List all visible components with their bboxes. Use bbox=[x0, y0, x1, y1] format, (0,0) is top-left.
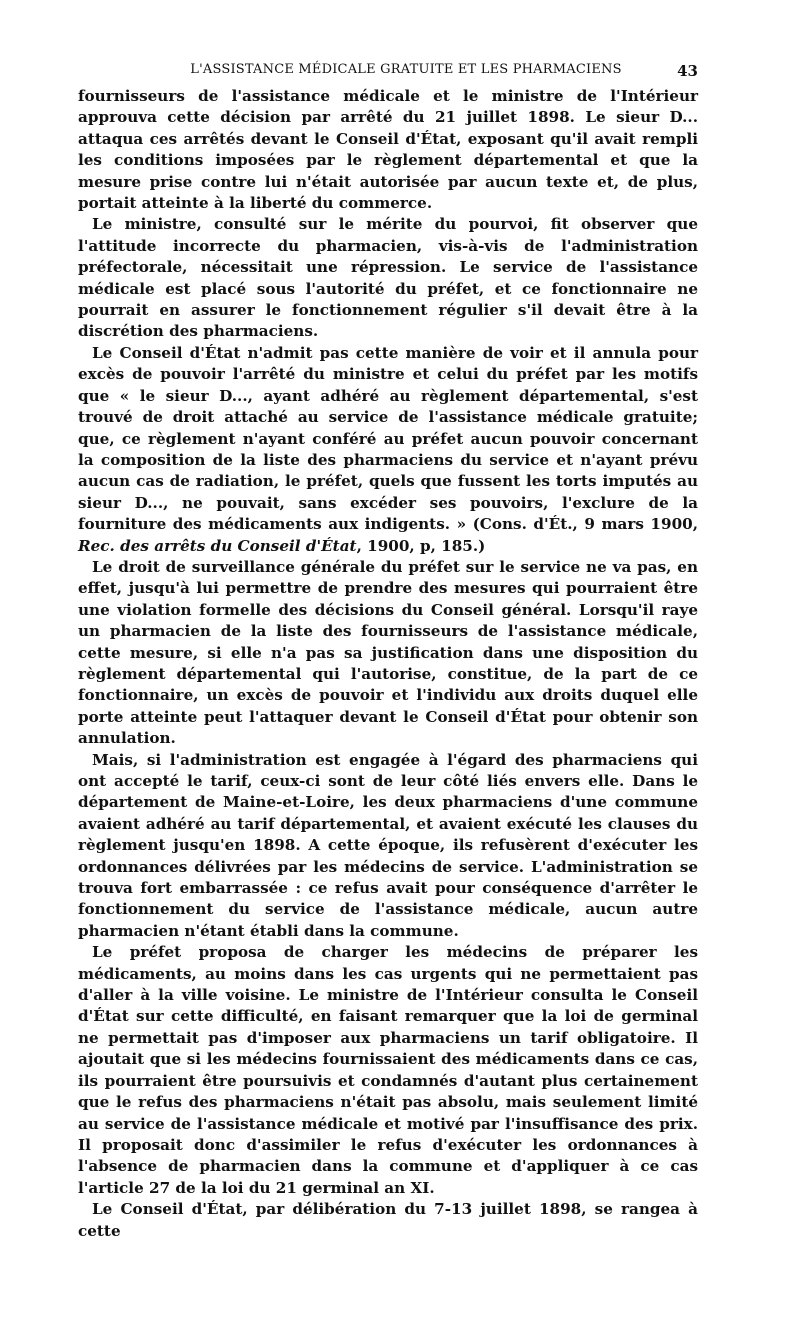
body-text bbox=[78, 86, 698, 1242]
running-head bbox=[78, 62, 698, 82]
citation-italic: Rec. des arrêts du Conseil d'État bbox=[78, 536, 357, 555]
citation-end: , 1900, p, 185.) bbox=[356, 536, 486, 555]
page-number: 43 bbox=[677, 62, 698, 80]
paragraph-1: fournisseurs de l'assistance médicale et le ministre de l'Intérieur approuva cette décision par arrêté du 21 juillet 1898. Le sieur D... attaqua ces arrêtés devant le Conseil d'État, exposant qu'il avait rempli les conditions imposées par le règlement départemental et que la mesure prise contre lui n'était autorisée par aucun texte et, de plus, portait atteinte à la liberté du commerce. bbox=[78, 87, 698, 213]
paragraph-6: Le préfet proposa de charger les médecins de préparer les médicaments, au moins dans les cas urgents qui ne permettaient pas d'aller à la ville voisine. Le ministre de l'Intérieur consulta le Conseil d'État sur cette difficulté, en faisant remarquer que la loi de germinal ne permettait pas d'imposer aux pharmaciens un tarif obligatoire. Il ajoutait que si les médecins fournissaient des médicaments dans ce cas, ils pourraient être poursuivis et condamnés d'autant plus certainement que le refus des pharmaciens n'était pas absolu, mais seulement limité au service de l'assistance médicale et motivé par l'insuffisance des prix. Il proposait donc d'assimiler le refus d'exécuter les ordonnances à l'absence de pharmacien dans la commune et d'appliquer à ce cas l'article 27 de la loi du 21 germinal an XI. bbox=[78, 943, 698, 1197]
paragraph-3-text: Le Conseil d'État n'admit pas cette manière de voir et il annula pour excès de pouvoir l'arrêté du ministre et celui du préfet par les motifs que « le sieur D..., ayant adhéré au règlement départemental, s'est trouvé de droit attaché au service de l'assistance médicale gratuite; que, ce règlement n'ayant conféré au préfet aucun pouvoir concernant la composition de la liste des pharmaciens du service et n'ayant prévu aucun cas de radiation, le préfet, quels que fussent les torts imputés au sieur D..., ne pouvait, sans excéder ses pouvoirs, l'exclure de la fourniture des médicaments aux indigents. » (Cons. d'Ét., 9 mars 1900, bbox=[78, 343, 698, 534]
paragraph-3 bbox=[78, 343, 698, 557]
paragraph-2: Le ministre, consulté sur le mérite du pourvoi, fit observer que l'attitude incorrecte du pharmacien, vis-à-vis de l'administration préfectorale, nécessitait une répression. Le service de l'assistance médicale est placé sous l'autorité du préfet, et ce fonctionnaire ne pourrait en assurer le fonctionnement régulier s'il devait être à la discrétion des pharmaciens. bbox=[78, 215, 698, 341]
running-title: L'ASSISTANCE MÉDICALE GRATUITE ET LES PHARMACIENS bbox=[190, 62, 622, 77]
paragraph-4: Le droit de surveillance générale du préfet sur le service ne va pas, en effet, jusqu'à lui permettre de prendre des mesures qui pourraient être une violation formelle des décisions du Conseil général. Lorsqu'il raye un pharmacien de la liste des fournisseurs de l'assistance médicale, cette mesure, si elle n'a pas sa justification dans une disposition du règlement départemental qui l'autorise, constitue, de la part de ce fonctionnaire, un excès de pouvoir et l'individu aux droits duquel elle porte atteinte peut l'attaquer devant le Conseil d'État pour obtenir son annulation. bbox=[78, 557, 698, 748]
paragraph-7: Le Conseil d'État, par délibération du 7-13 juillet 1898, se rangea à cette bbox=[78, 1200, 698, 1240]
paragraph-5: Mais, si l'administration est engagée à l'égard des pharmaciens qui ont accepté le tarif, ceux-ci sont de leur côté liés envers elle. Dans le département de Maine-et-Loire, les deux pharmaciens d'une commune avaient adhéré au tarif départemental, et avaient exécuté les clauses du règlement jusqu'en 1898. A cette époque, ils refusèrent d'exécuter les ordonnances délivrées par les médecins de service. L'administration se trouva fort embarrassée : ce refus avait pour conséquence d'arrêter le fonctionnement du service de l'assistance médicale, aucun autre pharmacien n'étant établi dans la commune. bbox=[78, 750, 698, 940]
